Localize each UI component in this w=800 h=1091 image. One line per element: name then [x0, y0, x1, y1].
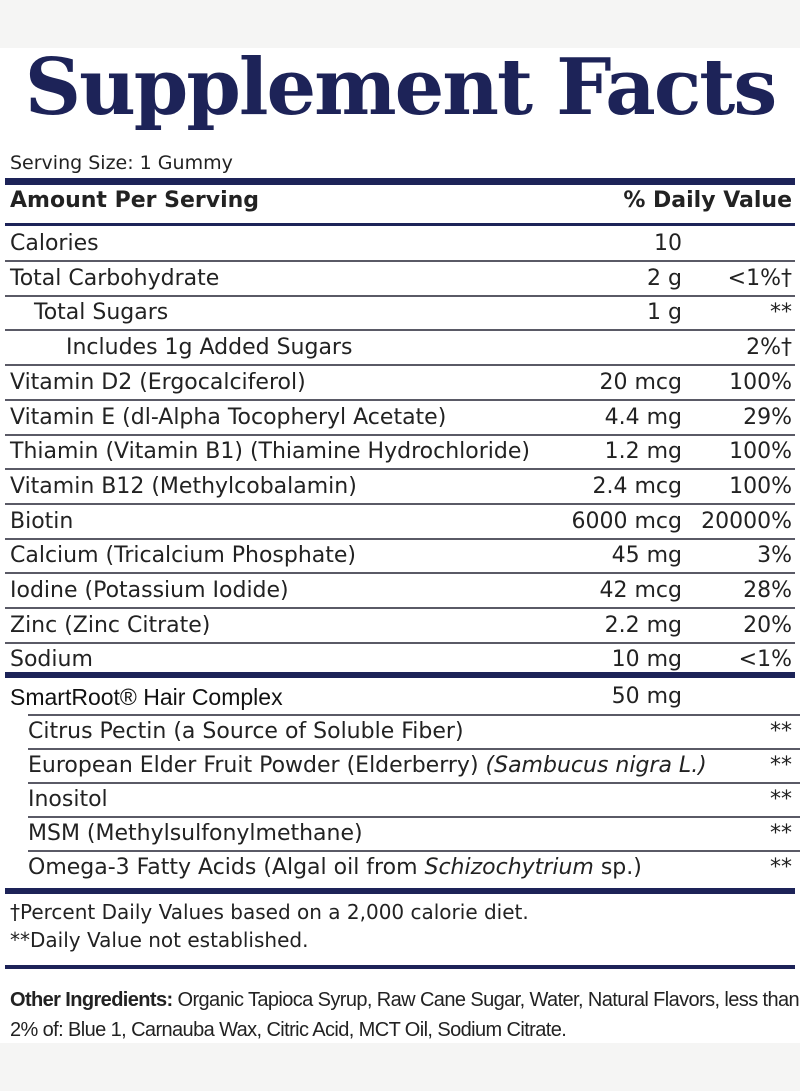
nutrient-daily-value: 100% — [729, 439, 792, 465]
row-divider — [5, 538, 795, 540]
nutrient-label: Iodine (Potassium Iodide) — [10, 578, 289, 603]
nutrient-daily-value: 100% — [729, 473, 792, 499]
nutrient-daily-value: <1% — [738, 647, 792, 673]
nutrient-label: Includes 1g Added Sugars — [66, 335, 353, 361]
row-divider — [5, 642, 795, 644]
other-ingredients-text: Organic Tapioca Syrup, Raw Cane Sugar, Water, Natural Flavors, less than 2% of: Blue 1, Carnauba Wax, Citric Acid, MCT Oil, Sodium Citrate. — [10, 989, 800, 1041]
footnote-dv: †Percent Daily Values based on a 2,000 calorie diet. — [10, 900, 529, 924]
complex-amount: 50 mg — [611, 684, 682, 709]
row-divider — [5, 329, 795, 331]
row-divider — [28, 714, 800, 716]
nutrient-amount: 1 g — [647, 300, 682, 326]
nutrient-daily-value: 2%† — [746, 335, 792, 361]
complex-item-label — [28, 753, 707, 779]
complex-item-label — [28, 855, 642, 881]
nutrient-daily-value: ** — [770, 300, 792, 326]
ingredients-rule — [5, 965, 795, 969]
nutrient-label: Sodium — [10, 647, 93, 673]
row-divider — [5, 607, 795, 609]
amount-per-serving-header: Amount Per Serving — [10, 188, 260, 213]
daily-value-header: % Daily Value — [623, 188, 792, 213]
nutrient-amount: 6000 mcg — [571, 508, 682, 534]
nutrient-amount: 4.4 mg — [604, 404, 682, 430]
label-title: Supplement Facts — [24, 42, 776, 133]
row-divider — [5, 572, 795, 574]
nutrient-label: Biotin — [10, 508, 74, 534]
complex-item-text: MSM (Methylsulfonylmethane) — [28, 821, 363, 846]
nutrient-label: Total Sugars — [34, 300, 169, 326]
row-divider — [28, 748, 800, 750]
nutrient-daily-value: 28% — [743, 578, 792, 603]
complex-item-daily-value: ** — [770, 787, 792, 812]
complex-item-latin-name: (Sambucus nigra L.) — [485, 753, 707, 778]
nutrient-label: Vitamin B12 (Methylcobalamin) — [10, 473, 357, 499]
row-divider — [28, 850, 800, 852]
complex-item-text: Inositol — [28, 787, 108, 812]
nutrient-label: Vitamin E (dl-Alpha Tocopheryl Acetate) — [10, 404, 447, 430]
row-divider — [5, 364, 795, 366]
nutrient-amount: 42 mcg — [599, 578, 682, 603]
nutrient-label: Thiamin (Vitamin B1) (Thiamine Hydrochloride) — [10, 439, 530, 465]
nutrient-daily-value: <1%† — [727, 265, 792, 291]
bottom-thick-rule — [5, 888, 795, 894]
section-thick-rule — [5, 672, 795, 678]
nutrient-amount: 2.2 mg — [604, 612, 682, 638]
complex-item-text: Citrus Pectin (a Source of Soluble Fiber) — [28, 719, 464, 744]
row-divider — [5, 434, 795, 436]
complex-item-label — [28, 719, 464, 745]
nutrient-daily-value: 20% — [743, 612, 792, 638]
nutrient-daily-value: 20000% — [701, 508, 792, 534]
complex-item-label — [28, 821, 363, 847]
complex-item-text: Omega-3 Fatty Acids (Algal oil from — [28, 855, 425, 880]
complex-item-label — [28, 787, 108, 813]
nutrient-daily-value: 100% — [729, 369, 792, 395]
complex-item-latin-name: Schizochytrium — [424, 855, 594, 880]
row-divider — [5, 399, 795, 401]
header-rule — [5, 223, 795, 226]
row-divider — [28, 816, 800, 818]
nutrient-amount: 1.2 mg — [604, 439, 682, 465]
complex-item-text: European Elder Fruit Powder (Elderberry) — [28, 753, 486, 778]
nutrient-amount: 2.4 mcg — [592, 473, 682, 499]
row-divider — [5, 468, 795, 470]
complex-label: SmartRoot® Hair Complex — [10, 684, 283, 710]
row-divider — [5, 295, 795, 297]
nutrient-amount: 2 g — [647, 265, 682, 291]
top-thick-rule — [5, 178, 795, 185]
other-ingredients-label: Other Ingredients: — [10, 989, 173, 1011]
nutrient-label: Calcium (Tricalcium Phosphate) — [10, 543, 357, 569]
complex-item-tail: sp.) — [593, 855, 642, 880]
nutrient-label: Zinc (Zinc Citrate) — [10, 612, 211, 638]
nutrient-daily-value: 29% — [743, 404, 792, 430]
row-divider — [5, 260, 795, 262]
complex-item-daily-value: ** — [770, 753, 792, 778]
complex-item-daily-value: ** — [770, 719, 792, 744]
complex-item-daily-value: ** — [770, 855, 792, 880]
other-ingredients — [10, 985, 800, 1045]
footnote-not-established: **Daily Value not established. — [10, 928, 309, 952]
nutrient-amount: 10 — [654, 231, 682, 256]
row-divider — [5, 503, 795, 505]
serving-size: Serving Size: 1 Gummy — [10, 152, 233, 174]
row-divider — [28, 782, 800, 784]
nutrient-label: Vitamin D2 (Ergocalciferol) — [10, 369, 306, 395]
nutrient-amount: 20 mcg — [599, 369, 682, 395]
nutrient-label: Total Carbohydrate — [10, 265, 220, 291]
nutrient-amount: 45 mg — [611, 543, 682, 569]
nutrient-daily-value: 3% — [757, 543, 792, 569]
nutrient-amount: 10 mg — [611, 647, 682, 673]
nutrient-label: Calories — [10, 231, 99, 256]
complex-item-daily-value: ** — [770, 821, 792, 846]
